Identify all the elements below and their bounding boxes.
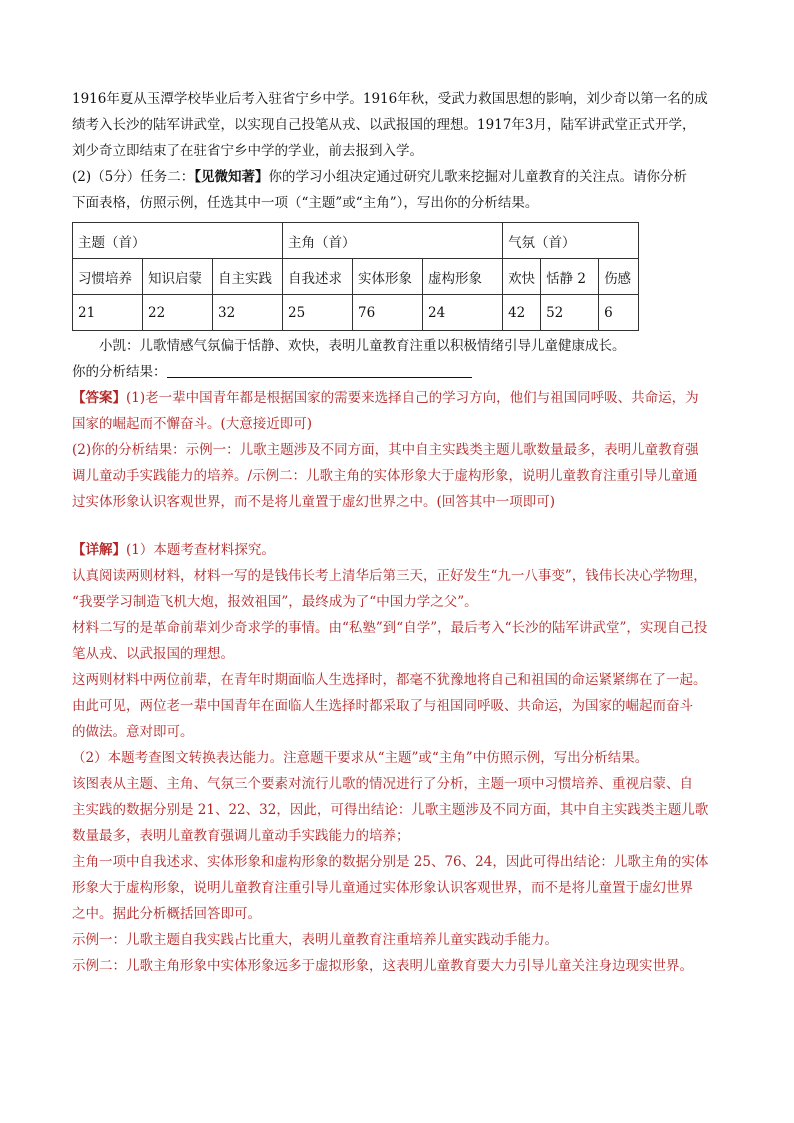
detail-line-1 [72, 537, 732, 563]
detail-section [72, 537, 732, 979]
detail-line: 形象大于虚构形象，说明儿童教育注重引导儿童通过实体形象认识客观世界，而不是将儿童置于虚幻世界 [72, 880, 693, 896]
answer-blank-line [167, 363, 472, 378]
task2-line-2: 下面表格，仿照示例，任选其中一项（“主题”或“主角”），写出你的分析结果。 [72, 195, 539, 211]
detail-line: 材料二写的是革命前辈刘少奇求学的事情。由“私塾”到“自学”，最后考入“长沙的陆军讲武堂”，实现自己投 [72, 620, 708, 636]
value-cell: 25 [283, 295, 353, 331]
detail-line: 这两则材料中两位前辈，在青年时期面临人生选择时，都毫不犹豫地将自己和祖国的命运紧紧绑在了一起。 [72, 672, 707, 688]
intro-line-2: 绩考入长沙的陆军讲武堂，以实现自己投笔从戎、以武报国的理想。1917年3月，陆军讲武堂正式开学， [72, 117, 696, 133]
your-result-line [72, 359, 732, 385]
task2-prefix: (2)（5分）任务二： [72, 169, 195, 185]
detail-line: 该图表从主题、主角、气氛三个要素对流行儿歌的情况进行了分析，主题一项中习惯培养、重视启蒙、自 [72, 776, 693, 792]
answer-line-3: (2)你的分析结果：示例一：儿歌主题涉及不同方面，其中自主实践类主题儿歌数量最多，表明儿童教育强 [72, 442, 699, 458]
detail-line: 主角一项中自我述求、实体形象和虚构形象的数据分别是 25、76、24，因此可得出结论：儿歌主角的实体 [72, 854, 709, 870]
group-theme: 主题（首） [73, 223, 283, 259]
value-cell: 6 [599, 295, 639, 331]
answer-section [72, 385, 732, 515]
answer-line-4: 调儿童动手实践能力的培养。/示例二：儿歌主角的实体形象大于虚构形象，说明儿童教育注重引导儿童通 [72, 468, 698, 484]
table-value-row [73, 295, 639, 331]
value-cell: 24 [423, 295, 503, 331]
detail-line: “我要学习制造飞机大炮，报效祖国”，最终成为了“中国力学之父”。 [72, 594, 478, 610]
detail-line: 认真阅读两则材料，材料一写的是钱伟长考上清华后第三天，正好发生“九一八事变”，钱伟长决心学物理， [72, 568, 707, 584]
intro-line-3: 刘少奇立即结束了在驻省宁乡中学的学业，前去报到入学。 [72, 143, 423, 159]
header-cell: 习惯培养 [73, 259, 143, 295]
table-group-row [73, 223, 639, 259]
header-cell: 恬静 2 [541, 259, 599, 295]
answer-tag: 【答案】 [72, 390, 126, 406]
spacer [72, 515, 732, 537]
detail-line: 之中。据此分析概括回答即可。 [72, 906, 261, 922]
header-cell: 自我述求 [283, 259, 353, 295]
detail-line: （2）本题考查图文转换表达能力。注意题干要求从“主题”或“主角”中仿照示例，写出分析结果。 [72, 750, 649, 766]
header-cell: 自主实践 [213, 259, 283, 295]
value-cell: 22 [143, 295, 213, 331]
detail-tag: 【详解】 [72, 542, 126, 558]
header-cell: 伤感 [599, 259, 639, 295]
table-header-row [73, 259, 639, 295]
task2-tag: 【见微知著】 [194, 169, 269, 185]
detail-line: 的做法。意对即可。 [72, 724, 194, 740]
group-protagonist: 主角（首） [283, 223, 503, 259]
header-cell: 虚构形象 [423, 259, 503, 295]
header-cell: 欢快 [503, 259, 541, 295]
example-answer: 小凯：儿歌情感气氛偏于恬静、欢快，表明儿童教育注重以积极情绪引导儿童健康成长。 [99, 338, 626, 354]
value-cell: 21 [73, 295, 143, 331]
answer-line-1 [72, 385, 732, 411]
task2-text: 你的学习小组决定通过研究儿歌来挖掘对儿童教育的关注点。请你分析 [268, 169, 687, 185]
your-result-label: 你的分析结果： [72, 364, 167, 380]
header-cell: 实体形象 [353, 259, 423, 295]
header-cell: 知识启蒙 [143, 259, 213, 295]
intro-line-1: 1916年夏从玉潭学校毕业后考入驻省宁乡中学。1916年秋，受武力救国思想的影响，刘少奇以第一名的成 [72, 91, 708, 107]
detail-line: 示例二：儿歌主角形象中实体形象远多于虚拟形象，这表明儿童教育要大力引导儿童关注身边现实世界。 [72, 958, 693, 974]
detail-line: 由此可见，两位老一辈中国青年在面临人生选择时都采取了与祖国同呼吸、共命运，为国家的崛起而奋斗 [72, 698, 693, 714]
detail-line: 主实践的数据分别是 21、22、32，因此，可得出结论：儿歌主题涉及不同方面，其中自主实践类主题儿歌 [72, 802, 709, 818]
detail-first: (1）本题考查材料探究。 [126, 542, 275, 558]
group-mood: 气氛（首） [503, 223, 639, 259]
detail-line: 笔从戎、以武报国的理想。 [72, 646, 234, 662]
detail-line: 数量最多，表明儿童教育强调儿童动手实践能力的培养； [72, 828, 410, 844]
document-page [72, 86, 732, 979]
value-cell: 52 [541, 295, 599, 331]
answer-line-5: 过实体形象认识客观世界，而不是将儿童置于虚幻世界之中。(回答其中一项即可) [72, 494, 556, 510]
answer-text: (1)老一辈中国青年都是根据国家的需要来选择自己的学习方向，他们与祖国同呼吸、共命运，为 [126, 390, 699, 406]
nursery-rhyme-table [72, 222, 639, 331]
value-cell: 76 [353, 295, 423, 331]
detail-line: 示例一：儿歌主题自我实践占比重大，表明儿童教育注重培养儿童实践动手能力。 [72, 932, 558, 948]
task2-line-1 [72, 164, 732, 190]
value-cell: 42 [503, 295, 541, 331]
answer-line-2: 国家的崛起而不懈奋斗。(大意接近即可) [72, 416, 313, 432]
value-cell: 32 [213, 295, 283, 331]
